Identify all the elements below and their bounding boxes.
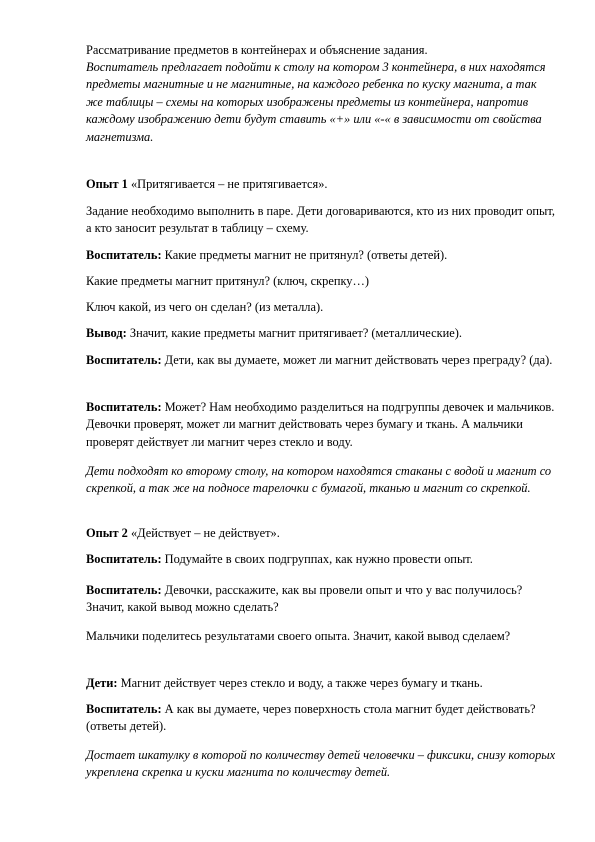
speaker-label: Дети:	[86, 676, 118, 690]
paragraph-text: Какие предметы магнит не притянул? (ответы детей).	[161, 248, 448, 262]
dialogue-paragraph: Какие предметы магнит притянул? (ключ, скрепку…)	[86, 274, 370, 288]
dialogue-paragraph: Мальчики поделитесь результатами своего опыта. Значит, какой вывод сделаем?	[86, 629, 511, 643]
dialogue-paragraph	[86, 247, 556, 264]
speaker-label: Воспитатель:	[86, 552, 162, 566]
paragraph-text: Подумайте в своих подгруппах, как нужно провести опыт.	[161, 552, 473, 566]
conclusion-paragraph	[86, 325, 556, 342]
speaker-label: Воспитатель:	[86, 353, 162, 367]
paragraph-text: Девочки, расскажите, как вы провели опыт и что у вас получилось? Значит, какой вывод можно сделать?	[86, 583, 523, 615]
paragraph-text: Дети, как вы думаете, может ли магнит действовать через преграду? (да).	[161, 353, 553, 367]
paragraph-text: Значит, какие предметы магнит притягивает? (металлические).	[126, 326, 462, 340]
paragraph-text: Магнит действует через стекло и воду, а также через бумагу и ткань.	[117, 676, 483, 690]
paragraph-text: Может? Нам необходимо разделиться на подгруппы девочек и мальчиков. Девочки проверят, может ли магнит действовать через бумагу и ткань. А мальчики проверят действует ли магнит через стекло и воду.	[86, 400, 555, 449]
speaker-label: Воспитатель:	[86, 583, 162, 597]
paragraph-label: Опыт 2	[86, 526, 128, 540]
intro-heading: Рассматривание предметов в контейнерах и объяснение задания.	[86, 43, 428, 57]
dialogue-paragraph	[86, 675, 556, 692]
dialogue-paragraph	[86, 399, 556, 451]
experiment-1-title	[86, 176, 556, 193]
speaker-label: Воспитатель:	[86, 400, 162, 414]
italic-instruction-2: Дети подходят ко второму столу, на котором находятся стаканы с водой и магнит со скрепкой, а так же на подносе тарелочки с бумагой, тканью и магнит со скрепкой.	[86, 464, 552, 496]
speaker-label: Воспитатель:	[86, 702, 162, 716]
dialogue-paragraph	[86, 582, 556, 617]
dialogue-paragraph: Ключ какой, из чего он сделан? (из металла).	[86, 300, 324, 314]
italic-instruction-1: Воспитатель предлагает подойти к столу на котором 3 контейнера, в них находятся предметы магнитные и не магнитные, на каждого ребенка по куску магнита, а так же таблицы – схемы на которых изображены предметы из контейнера, напротив каждому изображению дети будут ставить «+» или «-« в зависимости от свойства магнетизма.	[86, 60, 546, 144]
dialogue-paragraph	[86, 352, 556, 369]
paragraph-text: А как вы думаете, через поверхность стола магнит будет действовать? (ответы детей).	[86, 702, 536, 734]
paragraph-text: «Действует – не действует».	[127, 526, 280, 540]
italic-instruction-3: Достает шкатулку в которой по количеству детей человечки – фиксики, снизу которых укреплена скрепка и куски магнита по количеству детей.	[86, 748, 556, 780]
task-paragraph: Задание необходимо выполнить в паре. Дети договариваются, кто из них проводит опыт, а кто заносит результат в таблицу – схему.	[86, 204, 555, 236]
speaker-label: Вывод:	[86, 326, 127, 340]
dialogue-paragraph	[86, 701, 556, 736]
experiment-2-title	[86, 525, 556, 542]
paragraph-text: «Притягивается – не притягивается».	[127, 177, 328, 191]
dialogue-paragraph	[86, 551, 556, 568]
speaker-label: Воспитатель:	[86, 248, 162, 262]
paragraph-label: Опыт 1	[86, 177, 128, 191]
